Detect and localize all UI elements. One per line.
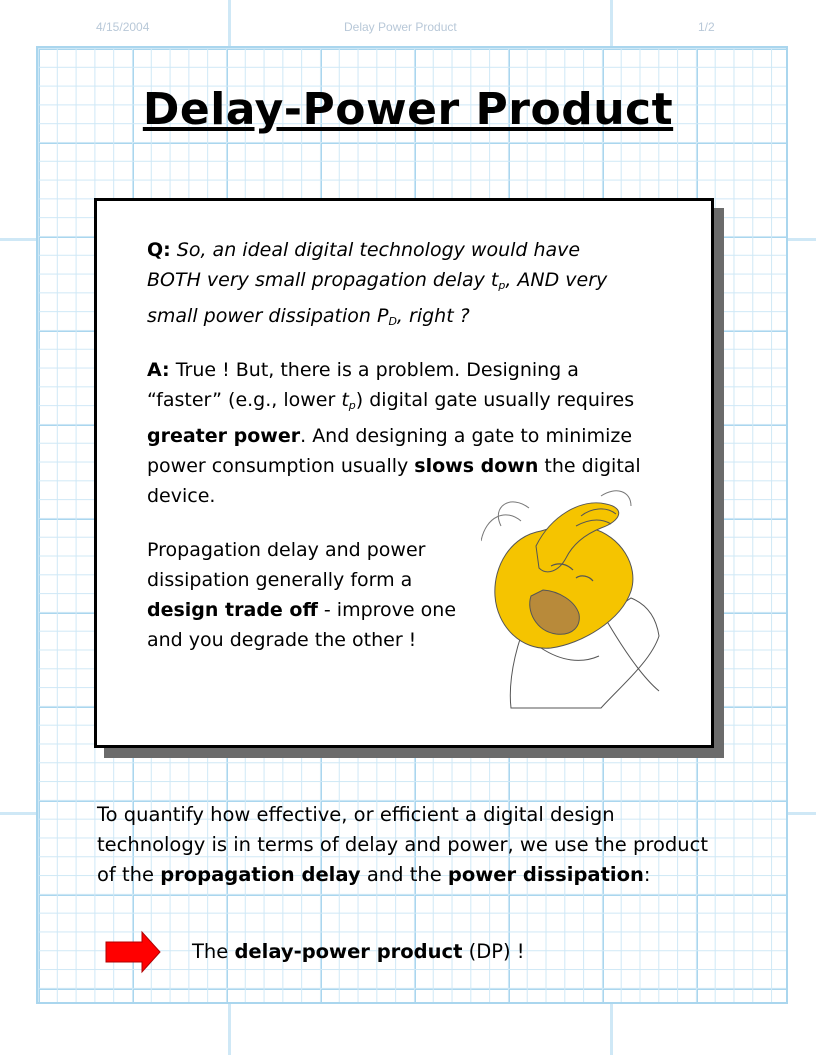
para-line-2: technology is in terms of delay and power, we use the product [97, 833, 708, 856]
dp-statement [192, 937, 525, 967]
a-bold-greater-power: greater power [147, 425, 301, 447]
a-sub-p: p [348, 399, 356, 412]
right-arrow-icon [104, 930, 162, 974]
header-title: Delay Power Product [344, 20, 457, 34]
a-line-6: device. [147, 485, 216, 507]
para-line-3a: of the [97, 863, 161, 886]
para-line-3b: and the [360, 863, 448, 886]
q-line-1: So, an ideal digital technology would have [176, 239, 581, 261]
tradeoff-text [147, 535, 477, 655]
header-date: 4/15/2004 [96, 20, 150, 34]
page-title: Delay-Power Product [142, 84, 674, 135]
a-line-2b: ) digital gate usually requires [355, 389, 635, 411]
para-line-3c: : [643, 863, 651, 886]
page-header [0, 20, 816, 40]
homer-doh-illustration [481, 486, 681, 711]
a-bold-slows-down: slows down [414, 455, 539, 477]
a-label: A: [147, 359, 170, 381]
q-line-2b: , AND very [505, 269, 608, 291]
question-text [147, 235, 617, 337]
p2-line-2: dissipation generally form a [147, 569, 413, 591]
para-bold-power-dissipation: power dissipation [447, 863, 644, 886]
p2-line-3: - improve one [317, 599, 457, 621]
q-line-2a: BOTH very small propagation delay t [147, 269, 499, 291]
a-line-1: True ! But, there is a problem. Designing a [175, 359, 579, 381]
dp-intro-paragraph [97, 800, 737, 890]
para-line-1: To quantify how effective, or efficient a digital design [97, 803, 615, 826]
q-label: Q: [147, 239, 171, 261]
p2-line-4: and you degrade the other ! [147, 629, 417, 651]
a-line-4: power consumption usually [147, 455, 415, 477]
dp-pre: The [192, 940, 235, 963]
a-line-2a: “faster” (e.g., lower [147, 389, 342, 411]
p2-line-1: Propagation delay and power [147, 539, 426, 561]
para-bold-propagation-delay: propagation delay [160, 863, 361, 886]
q-sub-p: p [498, 279, 506, 292]
dp-post: (DP) ! [462, 940, 525, 963]
qa-card [94, 198, 714, 748]
a-line-5: the digital [538, 455, 641, 477]
p2-bold-trade-off: design trade off [147, 599, 318, 621]
a-t: t [341, 389, 349, 411]
header-page: 1/2 [698, 20, 715, 34]
a-line-3: . And designing a gate to minimize [300, 425, 633, 447]
q-line-3a: small power dissipation P [147, 305, 389, 327]
q-sub-d: D [388, 315, 397, 328]
dp-bold: delay-power product [234, 940, 463, 963]
q-line-3b: , right ? [396, 305, 470, 327]
